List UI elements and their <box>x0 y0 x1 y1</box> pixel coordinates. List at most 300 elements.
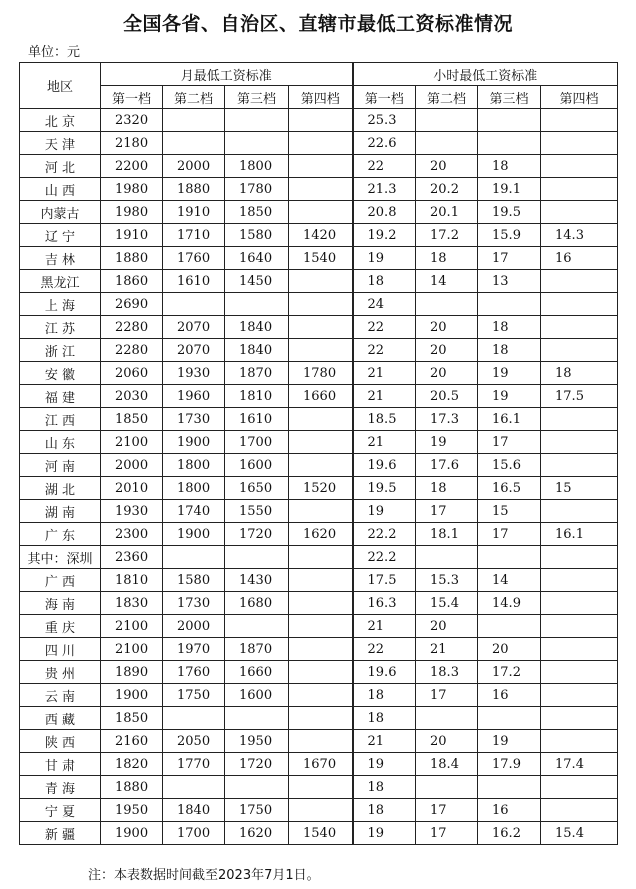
region-cell: 江 苏 <box>20 316 101 339</box>
page-title: 全国各省、自治区、直辖市最低工资标准情况 <box>122 13 513 35</box>
region-cell: 青 海 <box>20 776 101 799</box>
hourly-tier-3-cell: 19 <box>478 730 541 753</box>
monthly-tier-3-cell: 1660 <box>225 661 289 684</box>
hourly-tier-4-cell: 18 <box>541 362 618 385</box>
monthly-tier-2-cell <box>163 132 225 155</box>
table-row <box>20 592 618 615</box>
monthly-tier-4-cell: 1620 <box>289 523 353 546</box>
monthly-tier-2-cell: 1580 <box>163 569 225 592</box>
region-cell: 新 疆 <box>20 822 101 845</box>
hourly-tier-1-cell: 21 <box>353 615 416 638</box>
hourly-tier-3-cell: 14 <box>478 569 541 592</box>
hourly-tier-1-cell: 18 <box>353 270 416 293</box>
hourly-tier-1-cell: 19.5 <box>353 477 416 500</box>
hourly-tier-2-cell: 18 <box>416 477 478 500</box>
monthly-tier-3-cell: 1580 <box>225 224 289 247</box>
monthly-tier-2-cell: 1750 <box>163 684 225 707</box>
monthly-tier-2-cell: 1760 <box>163 661 225 684</box>
hourly-tier-4-cell <box>541 546 618 569</box>
monthly-tier-1-cell: 1980 <box>101 178 163 201</box>
hourly-tier-4-cell <box>541 132 618 155</box>
region-cell: 重 庆 <box>20 615 101 638</box>
monthly-tier-1-cell: 1850 <box>101 408 163 431</box>
region-cell: 山 东 <box>20 431 101 454</box>
monthly-tier-1-cell: 1900 <box>101 822 163 845</box>
monthly-tier-2-cell: 1770 <box>163 753 225 776</box>
table-row <box>20 638 618 661</box>
hourly-tier-4-cell: 14.3 <box>541 224 618 247</box>
region-cell: 甘 肃 <box>20 753 101 776</box>
hourly-tier-1-cell: 18 <box>353 776 416 799</box>
monthly-tier-4-cell: 1420 <box>289 224 353 247</box>
monthly-tier-3-cell: 1870 <box>225 362 289 385</box>
monthly-tier-4-cell <box>289 799 353 822</box>
hourly-header: 小时最低工资标准 <box>353 63 618 86</box>
monthly-tier-1-cell: 2280 <box>101 316 163 339</box>
hourly-tier-1-cell: 21 <box>353 431 416 454</box>
monthly-tier-2-cell <box>163 293 225 316</box>
monthly-tier-2-cell: 1900 <box>163 523 225 546</box>
region-cell: 河 南 <box>20 454 101 477</box>
monthly-tier-1-cell: 2030 <box>101 385 163 408</box>
hourly-tier-1-cell: 19.6 <box>353 661 416 684</box>
hourly-tier-3-cell: 15.9 <box>478 224 541 247</box>
monthly-tier-4-header: 第四档 <box>289 86 353 109</box>
hourly-tier-2-cell: 19 <box>416 431 478 454</box>
monthly-tier-1-cell: 2100 <box>101 431 163 454</box>
hourly-tier-3-cell: 16.1 <box>478 408 541 431</box>
region-cell: 安 徽 <box>20 362 101 385</box>
table-row <box>20 201 618 224</box>
monthly-tier-3-cell: 1720 <box>225 753 289 776</box>
table-row <box>20 293 618 316</box>
monthly-tier-3-cell: 1650 <box>225 477 289 500</box>
hourly-tier-4-cell <box>541 454 618 477</box>
region-cell: 北 京 <box>20 109 101 132</box>
hourly-tier-2-cell: 20 <box>416 316 478 339</box>
hourly-tier-2-cell: 15.4 <box>416 592 478 615</box>
hourly-tier-2-cell <box>416 776 478 799</box>
monthly-tier-1-cell: 1930 <box>101 500 163 523</box>
hourly-tier-1-cell: 22.2 <box>353 546 416 569</box>
hourly-tier-3-cell <box>478 615 541 638</box>
hourly-tier-3-cell: 18 <box>478 316 541 339</box>
hourly-tier-3-cell <box>478 293 541 316</box>
hourly-tier-2-header: 第二档 <box>416 86 478 109</box>
hourly-tier-1-cell: 22.6 <box>353 132 416 155</box>
monthly-tier-3-cell: 1600 <box>225 684 289 707</box>
monthly-tier-3-cell: 1840 <box>225 316 289 339</box>
monthly-tier-2-cell: 1730 <box>163 592 225 615</box>
hourly-tier-3-cell: 19 <box>478 385 541 408</box>
table-row <box>20 822 618 845</box>
hourly-tier-4-cell <box>541 615 618 638</box>
monthly-tier-4-cell: 1660 <box>289 385 353 408</box>
table-row <box>20 500 618 523</box>
monthly-tier-2-cell <box>163 776 225 799</box>
monthly-tier-4-cell <box>289 684 353 707</box>
hourly-tier-4-cell <box>541 776 618 799</box>
hourly-tier-3-cell <box>478 707 541 730</box>
hourly-tier-2-cell: 18 <box>416 247 478 270</box>
table-row <box>20 753 618 776</box>
hourly-tier-2-cell: 20 <box>416 339 478 362</box>
monthly-tier-4-cell <box>289 592 353 615</box>
hourly-tier-2-cell: 18.4 <box>416 753 478 776</box>
hourly-tier-4-cell <box>541 408 618 431</box>
hourly-tier-2-cell: 17.3 <box>416 408 478 431</box>
hourly-tier-1-cell: 19 <box>353 753 416 776</box>
monthly-tier-3-cell: 1720 <box>225 523 289 546</box>
monthly-tier-3-cell: 1850 <box>225 201 289 224</box>
monthly-tier-4-cell <box>289 569 353 592</box>
hourly-tier-3-cell: 17 <box>478 523 541 546</box>
hourly-tier-4-cell: 16 <box>541 247 618 270</box>
monthly-tier-3-cell: 1870 <box>225 638 289 661</box>
hourly-tier-3-cell: 19 <box>478 362 541 385</box>
hourly-tier-1-cell: 18 <box>353 799 416 822</box>
hourly-tier-4-cell <box>541 592 618 615</box>
hourly-tier-4-cell <box>541 684 618 707</box>
hourly-tier-4-cell <box>541 431 618 454</box>
hourly-tier-4-cell <box>541 730 618 753</box>
hourly-tier-1-cell: 18 <box>353 684 416 707</box>
hourly-tier-4-cell <box>541 707 618 730</box>
unit-label: 单位：元 <box>28 45 81 60</box>
hourly-tier-4-cell <box>541 178 618 201</box>
monthly-tier-2-cell <box>163 546 225 569</box>
monthly-tier-1-cell: 1850 <box>101 707 163 730</box>
hourly-tier-3-cell <box>478 776 541 799</box>
region-cell: 湖 北 <box>20 477 101 500</box>
hourly-tier-1-cell: 17.5 <box>353 569 416 592</box>
hourly-tier-1-cell: 22 <box>353 155 416 178</box>
hourly-tier-2-cell: 17 <box>416 500 478 523</box>
monthly-tier-4-cell <box>289 776 353 799</box>
monthly-tier-2-cell: 1730 <box>163 408 225 431</box>
hourly-tier-1-cell: 20.8 <box>353 201 416 224</box>
hourly-tier-3-cell: 13 <box>478 270 541 293</box>
monthly-tier-4-cell <box>289 730 353 753</box>
monthly-tier-2-cell: 1710 <box>163 224 225 247</box>
monthly-tier-3-cell: 1700 <box>225 431 289 454</box>
hourly-tier-4-cell <box>541 799 618 822</box>
monthly-tier-1-cell: 2180 <box>101 132 163 155</box>
table-row <box>20 799 618 822</box>
monthly-tier-3-cell: 1950 <box>225 730 289 753</box>
hourly-tier-4-cell <box>541 661 618 684</box>
monthly-tier-2-cell: 2070 <box>163 316 225 339</box>
monthly-tier-1-cell: 2300 <box>101 523 163 546</box>
hourly-tier-1-cell: 19 <box>353 500 416 523</box>
region-cell: 浙 江 <box>20 339 101 362</box>
hourly-tier-3-cell: 17.9 <box>478 753 541 776</box>
table-row <box>20 132 618 155</box>
monthly-tier-4-cell <box>289 638 353 661</box>
monthly-tier-1-cell: 2200 <box>101 155 163 178</box>
hourly-tier-2-cell <box>416 546 478 569</box>
monthly-tier-1-cell: 2690 <box>101 293 163 316</box>
monthly-tier-4-cell: 1520 <box>289 477 353 500</box>
hourly-tier-2-cell <box>416 132 478 155</box>
hourly-tier-1-cell: 18 <box>353 707 416 730</box>
hourly-tier-1-cell: 21 <box>353 385 416 408</box>
hourly-tier-1-cell: 19.2 <box>353 224 416 247</box>
region-header: 地区 <box>20 63 101 109</box>
hourly-tier-1-cell: 25.3 <box>353 109 416 132</box>
region-cell: 湖 南 <box>20 500 101 523</box>
monthly-tier-1-cell: 1910 <box>101 224 163 247</box>
region-cell: 其中：深圳 <box>20 546 101 569</box>
hourly-tier-4-header: 第四档 <box>541 86 618 109</box>
hourly-tier-3-cell: 16 <box>478 684 541 707</box>
monthly-header: 月最低工资标准 <box>101 63 353 86</box>
hourly-tier-4-cell <box>541 109 618 132</box>
hourly-tier-3-cell: 17.2 <box>478 661 541 684</box>
hourly-tier-3-cell <box>478 546 541 569</box>
monthly-tier-2-cell: 1930 <box>163 362 225 385</box>
region-cell: 福 建 <box>20 385 101 408</box>
hourly-tier-4-cell <box>541 339 618 362</box>
hourly-tier-2-cell: 20.2 <box>416 178 478 201</box>
hourly-tier-2-cell <box>416 707 478 730</box>
region-cell: 云 南 <box>20 684 101 707</box>
table-row <box>20 408 618 431</box>
hourly-tier-4-cell: 15 <box>541 477 618 500</box>
table-row <box>20 569 618 592</box>
table-row <box>20 178 618 201</box>
hourly-tier-1-cell: 24 <box>353 293 416 316</box>
monthly-tier-4-cell: 1540 <box>289 822 353 845</box>
monthly-tier-3-cell <box>225 132 289 155</box>
table-row <box>20 454 618 477</box>
monthly-tier-2-header: 第二档 <box>163 86 225 109</box>
table-row <box>20 155 618 178</box>
hourly-tier-2-cell: 15.3 <box>416 569 478 592</box>
hourly-tier-4-cell <box>541 155 618 178</box>
monthly-tier-4-cell <box>289 109 353 132</box>
monthly-tier-4-cell <box>289 500 353 523</box>
monthly-tier-4-cell <box>289 707 353 730</box>
hourly-tier-2-cell <box>416 293 478 316</box>
table-row <box>20 776 618 799</box>
monthly-tier-3-cell: 1620 <box>225 822 289 845</box>
hourly-tier-4-cell: 17.4 <box>541 753 618 776</box>
hourly-tier-4-cell: 16.1 <box>541 523 618 546</box>
monthly-tier-3-header: 第三档 <box>225 86 289 109</box>
monthly-tier-1-cell: 1820 <box>101 753 163 776</box>
monthly-tier-3-cell: 1680 <box>225 592 289 615</box>
monthly-tier-4-cell <box>289 155 353 178</box>
monthly-tier-2-cell <box>163 707 225 730</box>
monthly-tier-4-cell <box>289 316 353 339</box>
monthly-tier-4-cell <box>289 178 353 201</box>
monthly-tier-1-cell: 2360 <box>101 546 163 569</box>
monthly-tier-2-cell: 1880 <box>163 178 225 201</box>
region-cell: 黑龙江 <box>20 270 101 293</box>
region-cell: 四 川 <box>20 638 101 661</box>
hourly-tier-1-cell: 19 <box>353 247 416 270</box>
monthly-tier-3-cell: 1750 <box>225 799 289 822</box>
monthly-tier-1-cell: 1950 <box>101 799 163 822</box>
table-row <box>20 385 618 408</box>
monthly-tier-4-cell <box>289 293 353 316</box>
hourly-tier-3-cell <box>478 132 541 155</box>
hourly-tier-3-cell: 19.1 <box>478 178 541 201</box>
monthly-tier-1-cell: 2160 <box>101 730 163 753</box>
hourly-tier-3-cell: 16.5 <box>478 477 541 500</box>
monthly-tier-3-cell: 1600 <box>225 454 289 477</box>
monthly-tier-2-cell: 1700 <box>163 822 225 845</box>
table-row <box>20 615 618 638</box>
region-cell: 海 南 <box>20 592 101 615</box>
monthly-tier-1-cell: 1980 <box>101 201 163 224</box>
hourly-tier-1-cell: 22 <box>353 638 416 661</box>
hourly-tier-2-cell: 17.6 <box>416 454 478 477</box>
monthly-tier-3-cell: 1780 <box>225 178 289 201</box>
hourly-tier-4-cell <box>541 293 618 316</box>
monthly-tier-1-cell: 2280 <box>101 339 163 362</box>
hourly-tier-1-cell: 21 <box>353 362 416 385</box>
hourly-tier-2-cell: 20 <box>416 730 478 753</box>
monthly-tier-1-cell: 1900 <box>101 684 163 707</box>
hourly-tier-1-cell: 21 <box>353 730 416 753</box>
table-row <box>20 707 618 730</box>
monthly-tier-1-header: 第一档 <box>101 86 163 109</box>
monthly-tier-1-cell: 2100 <box>101 638 163 661</box>
hourly-tier-3-cell: 19.5 <box>478 201 541 224</box>
hourly-tier-4-cell <box>541 569 618 592</box>
table-row <box>20 477 618 500</box>
region-cell: 广 西 <box>20 569 101 592</box>
monthly-tier-3-cell: 1550 <box>225 500 289 523</box>
hourly-tier-4-cell <box>541 638 618 661</box>
monthly-tier-4-cell <box>289 408 353 431</box>
monthly-tier-2-cell: 1740 <box>163 500 225 523</box>
region-cell: 西 藏 <box>20 707 101 730</box>
monthly-tier-1-cell: 1860 <box>101 270 163 293</box>
monthly-tier-1-cell: 2000 <box>101 454 163 477</box>
hourly-tier-1-header: 第一档 <box>353 86 416 109</box>
table-row <box>20 247 618 270</box>
monthly-tier-3-cell <box>225 293 289 316</box>
hourly-tier-4-cell <box>541 500 618 523</box>
hourly-tier-4-cell: 15.4 <box>541 822 618 845</box>
hourly-tier-2-cell: 18.1 <box>416 523 478 546</box>
min-wage-table <box>19 62 618 845</box>
monthly-tier-3-cell: 1610 <box>225 408 289 431</box>
monthly-tier-3-cell <box>225 615 289 638</box>
hourly-tier-3-header: 第三档 <box>478 86 541 109</box>
monthly-tier-2-cell: 1900 <box>163 431 225 454</box>
monthly-tier-1-cell: 1880 <box>101 247 163 270</box>
hourly-tier-3-cell: 18 <box>478 155 541 178</box>
footnote: 注：本表数据时间截至2023年7月1日。 <box>88 868 320 883</box>
hourly-tier-2-cell: 17 <box>416 684 478 707</box>
monthly-tier-2-cell: 1840 <box>163 799 225 822</box>
hourly-tier-1-cell: 22.2 <box>353 523 416 546</box>
table-row <box>20 339 618 362</box>
monthly-tier-3-cell: 1450 <box>225 270 289 293</box>
monthly-tier-4-cell <box>289 339 353 362</box>
table-row <box>20 684 618 707</box>
hourly-tier-4-cell <box>541 201 618 224</box>
region-cell: 辽 宁 <box>20 224 101 247</box>
hourly-tier-2-cell: 14 <box>416 270 478 293</box>
monthly-tier-2-cell: 1610 <box>163 270 225 293</box>
monthly-tier-3-cell: 1800 <box>225 155 289 178</box>
hourly-tier-2-cell: 17 <box>416 822 478 845</box>
region-cell: 宁 夏 <box>20 799 101 822</box>
monthly-tier-3-cell: 1640 <box>225 247 289 270</box>
monthly-tier-1-cell: 1880 <box>101 776 163 799</box>
hourly-tier-3-cell: 18 <box>478 339 541 362</box>
region-cell: 山 西 <box>20 178 101 201</box>
region-cell: 广 东 <box>20 523 101 546</box>
hourly-tier-4-cell <box>541 270 618 293</box>
hourly-tier-4-cell: 17.5 <box>541 385 618 408</box>
monthly-tier-3-cell: 1810 <box>225 385 289 408</box>
monthly-tier-4-cell <box>289 132 353 155</box>
monthly-tier-2-cell <box>163 109 225 132</box>
monthly-tier-2-cell: 1960 <box>163 385 225 408</box>
hourly-tier-3-cell <box>478 109 541 132</box>
hourly-tier-2-cell: 21 <box>416 638 478 661</box>
monthly-tier-1-cell: 2010 <box>101 477 163 500</box>
monthly-tier-2-cell: 1910 <box>163 201 225 224</box>
monthly-tier-1-cell: 1810 <box>101 569 163 592</box>
hourly-tier-1-cell: 16.3 <box>353 592 416 615</box>
hourly-tier-3-cell: 14.9 <box>478 592 541 615</box>
table-row <box>20 362 618 385</box>
hourly-tier-2-cell: 20 <box>416 155 478 178</box>
region-cell: 内蒙古 <box>20 201 101 224</box>
hourly-tier-3-cell: 16 <box>478 799 541 822</box>
hourly-tier-2-cell: 20.5 <box>416 385 478 408</box>
region-cell: 江 西 <box>20 408 101 431</box>
table-row <box>20 661 618 684</box>
monthly-tier-2-cell: 2050 <box>163 730 225 753</box>
monthly-tier-3-cell <box>225 776 289 799</box>
monthly-tier-1-cell: 2100 <box>101 615 163 638</box>
hourly-tier-2-cell: 20 <box>416 362 478 385</box>
table-row <box>20 730 618 753</box>
table-body <box>20 109 618 845</box>
monthly-tier-4-cell <box>289 454 353 477</box>
monthly-tier-1-cell: 2060 <box>101 362 163 385</box>
monthly-tier-4-cell: 1540 <box>289 247 353 270</box>
monthly-tier-1-cell: 1890 <box>101 661 163 684</box>
region-cell: 陕 西 <box>20 730 101 753</box>
hourly-tier-2-cell: 17.2 <box>416 224 478 247</box>
table-row <box>20 523 618 546</box>
monthly-tier-4-cell: 1780 <box>289 362 353 385</box>
table-row <box>20 431 618 454</box>
monthly-tier-3-cell <box>225 109 289 132</box>
monthly-tier-2-cell: 2070 <box>163 339 225 362</box>
monthly-tier-1-cell: 1830 <box>101 592 163 615</box>
monthly-tier-3-cell: 1840 <box>225 339 289 362</box>
table-row <box>20 109 618 132</box>
monthly-tier-3-cell <box>225 546 289 569</box>
monthly-tier-4-cell: 1670 <box>289 753 353 776</box>
monthly-tier-4-cell <box>289 201 353 224</box>
table-row <box>20 316 618 339</box>
monthly-tier-2-cell: 1800 <box>163 454 225 477</box>
monthly-tier-2-cell: 2000 <box>163 615 225 638</box>
table-row <box>20 224 618 247</box>
monthly-tier-3-cell: 1430 <box>225 569 289 592</box>
